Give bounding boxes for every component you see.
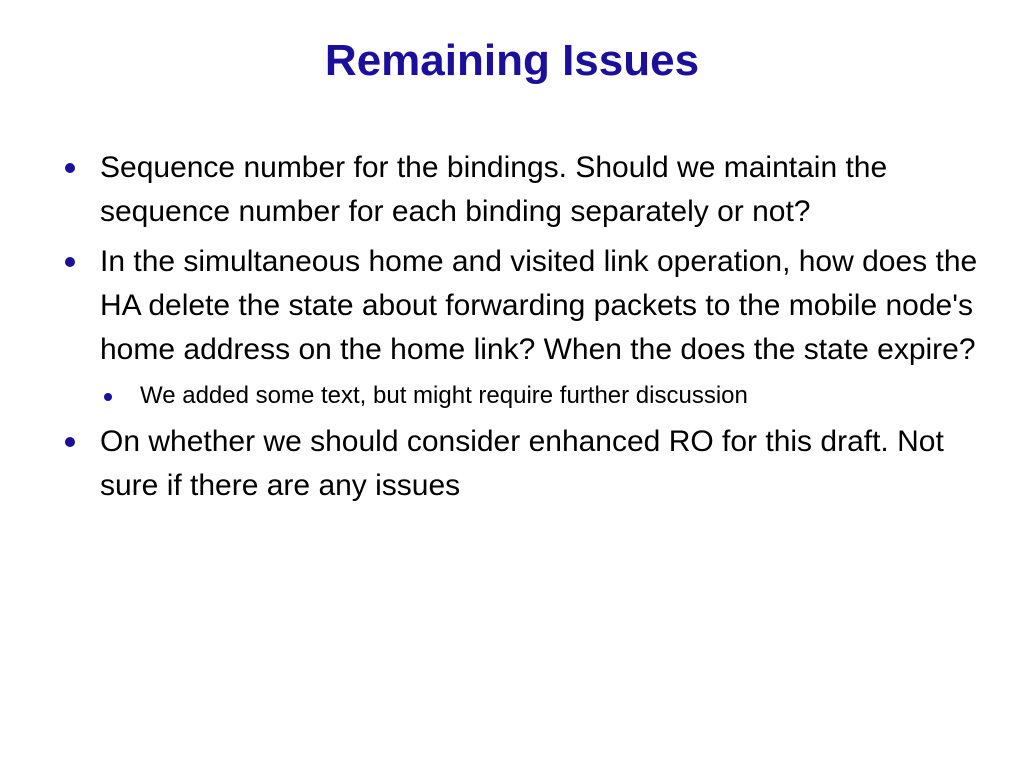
bullet-list <box>60 146 980 514</box>
slide-title: Remaining Issues <box>324 36 700 85</box>
bullet-text: Sequence number for the bindings. Should we maintain the sequence number for each binding separately or not? <box>100 151 888 228</box>
sub-bullet-icon <box>104 393 112 401</box>
bullet-item <box>60 146 980 234</box>
bullet-icon <box>65 437 75 447</box>
sub-bullet-text: We added some text, but might require further discussion <box>140 382 748 409</box>
bullet-icon <box>65 257 75 267</box>
bullet-item <box>60 420 980 508</box>
bullet-icon <box>65 163 75 173</box>
bullet-item <box>60 240 980 372</box>
bullet-text: In the simultaneous home and visited link operation, how does the HA delete the state about forwarding packets to the mobile node's home address on the home link? When the does the state expire? <box>100 245 978 366</box>
sub-bullet-item <box>100 378 980 414</box>
bullet-text: On whether we should consider enhanced RO for this draft. Not sure if there are any issues <box>100 425 944 502</box>
